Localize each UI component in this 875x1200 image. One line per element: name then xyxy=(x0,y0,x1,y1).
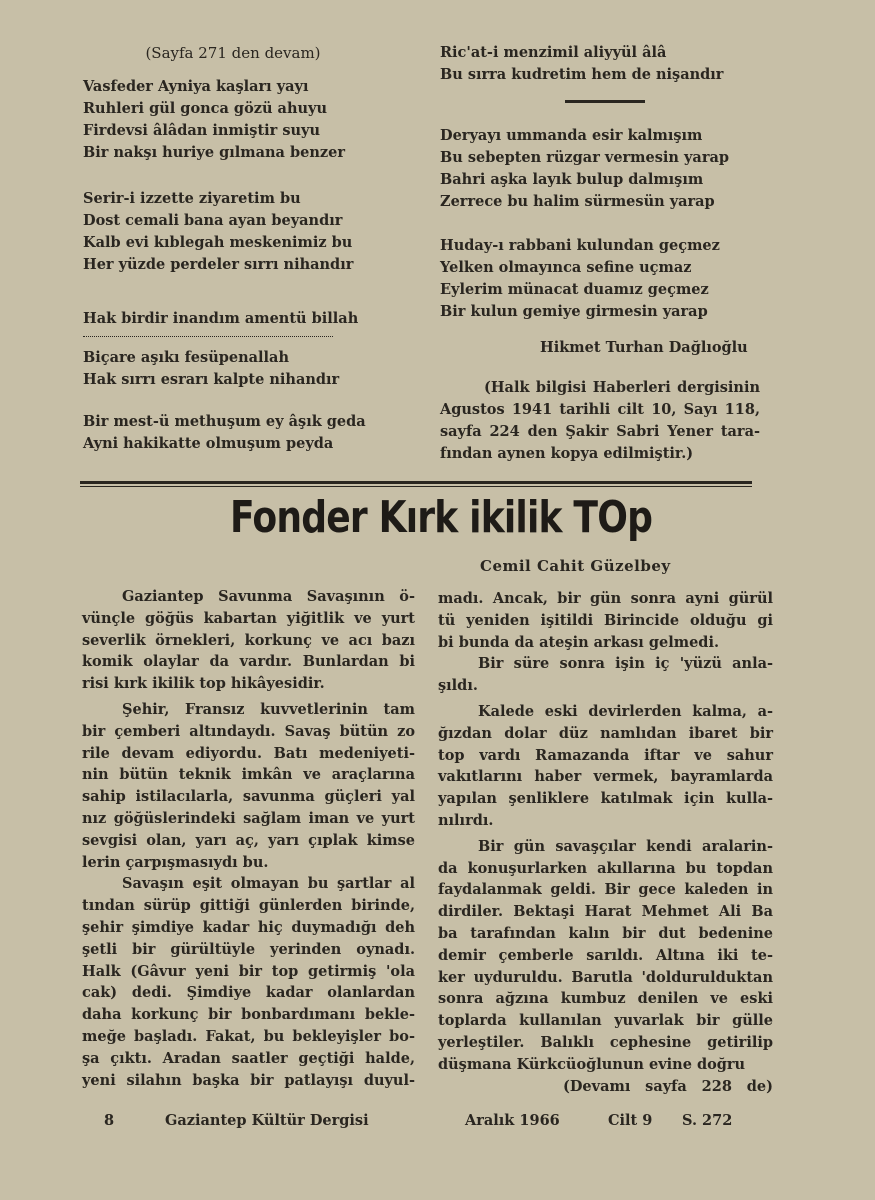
article-line: risi kırk ikilik top hikâyesidir. xyxy=(82,675,325,693)
article-line: vakıtlarını haber vermek, bayramlarda xyxy=(438,768,773,786)
poem-line: Bu sebepten rüzgar vermesin yarap xyxy=(440,149,730,166)
article-continuation-note: (Devamı sayfa 228 de) xyxy=(563,1077,773,1095)
poem-line: Biçare aşıkı fesüpenallah xyxy=(83,349,289,366)
article-line: cak) dedi. Şimdiye kadar olanlardan xyxy=(82,984,415,1002)
poem-signature: Hikmet Turhan Dağlıoğlu xyxy=(540,339,748,356)
section-divider-thin xyxy=(80,486,752,487)
article-line: dirdiler. Bektaşi Harat Mehmet Ali Ba xyxy=(438,903,773,921)
article-line: vünçle göğüs kabartan yiğitlik ve yurt xyxy=(82,609,415,627)
article-line: rile devam ediyordu. Batı medeniyeti- xyxy=(82,744,415,762)
dotted-divider xyxy=(83,336,333,337)
volume-number: Cilt 9 xyxy=(608,1112,653,1129)
article-line: yeni silahın başka bir patlayışı duyul- xyxy=(82,1071,415,1089)
poem-right-column xyxy=(440,42,760,465)
source-note-line: (Halk bilgisi Haberleri dergisinin xyxy=(484,379,760,396)
article-line: bir çemberi altındaydı. Savaş bütün zo xyxy=(82,722,415,740)
poem-line: Vasfeder Ayniya kaşları yayı xyxy=(83,78,309,95)
article-line: yapılan şenliklere katılmak için kulla- xyxy=(438,790,773,808)
article-line: ba tarafından kalın bir dut bedenine xyxy=(438,924,773,942)
article-line: meğe başladı. Fakat, bu bekleyişler bo- xyxy=(82,1027,415,1045)
poem-line: Bir nakşı huriye gılmana benzer xyxy=(83,144,345,161)
poem-left-column xyxy=(83,42,383,455)
article-line: nılırdı. xyxy=(438,811,494,829)
page-number: 8 xyxy=(104,1112,115,1129)
article-line: Şehir, Fransız kuvvetlerinin tam xyxy=(122,700,415,718)
article-line: madı. Ancak, bir gün sonra ayni gürül xyxy=(438,590,773,607)
article-line: toplarda kullanılan yuvarlak bir gülle xyxy=(438,1012,773,1030)
poem-line: Her yüzde perdeler sırrı nihandır xyxy=(83,256,354,273)
article-line: tü yeniden işitildi Birincide olduğu gi xyxy=(438,611,773,629)
article-line: Gaziantep Savunma Savaşının ö- xyxy=(122,588,415,605)
article-line: top vardı Ramazanda iftar ve sahur xyxy=(438,746,773,764)
article-line: Bir gün savaşçılar kendi aralarin- xyxy=(478,837,773,855)
poem-line: Yelken olmayınca sefine uçmaz xyxy=(440,259,692,276)
article-line: faydalanmak geldi. Bir gece kaleden in xyxy=(438,881,773,899)
poem-line: Bir kulun gemiye girmesin yarap xyxy=(440,303,708,320)
article-line: severlik örnekleri, korkunç ve acı bazı xyxy=(82,631,415,649)
article-right-column xyxy=(438,588,773,1097)
article-line: demir çemberle sarıldı. Altına iki te- xyxy=(438,946,773,964)
article-line: sevgisi olan, yarı aç, yarı çıplak kimse xyxy=(82,831,415,849)
poem-line: Ric'at-i menzimil aliyyül âlâ xyxy=(440,44,667,61)
article-line: sonra ağzına kumbuz denilen ve eski xyxy=(438,990,773,1008)
article-line: nin bütün teknik imkân ve araçlarına xyxy=(82,766,415,784)
poem-line: Zerrece bu halim sürmesün yarap xyxy=(440,193,715,210)
article-line: daha korkunç bir bonbardımanı bekle- xyxy=(82,1006,415,1024)
source-note-line: Agustos 1941 tarihli cilt 10, Sayı 118, xyxy=(440,401,760,418)
article-line: Kalede eski devirlerden kalma, a- xyxy=(478,702,773,720)
issue-date: Aralık 1966 xyxy=(465,1112,560,1129)
article-line: şetli bir gürültüyle yerinden oynadı. xyxy=(82,940,415,958)
poem-line: Bir mest-ü methuşum ey âşık geda xyxy=(83,413,366,430)
article-line: ker uyduruldu. Barutla 'doldurulduktan xyxy=(438,968,773,986)
source-note-line: fından aynen kopya edilmiştir.) xyxy=(440,445,694,462)
article-line: lerin çarpışmasıydı bu. xyxy=(82,853,269,871)
poem-line: Serir-i izzette ziyaretim bu xyxy=(83,190,301,207)
article-line: nız göğüslerindeki sağlam iman ve yurt xyxy=(82,809,415,827)
article-line: Halk (Gâvur yeni bir top getirmiş 'ola xyxy=(82,962,415,980)
poem-line: Huday-ı rabbani kulundan geçmez xyxy=(440,237,720,254)
poem-line: Hak sırrı esrarı kalpte nihandır xyxy=(83,371,340,388)
article-line: düşmana Kürkcüoğlunun evine doğru xyxy=(438,1055,746,1073)
article-headline: Fonder Kırk ikilik TOp xyxy=(230,492,653,543)
short-rule xyxy=(565,100,645,103)
source-note xyxy=(440,377,760,465)
poem-line: Eylerim münacat duamız geçmez xyxy=(440,281,709,298)
article-line: yerleştiler. Balıklı cephesine getirilip xyxy=(438,1033,773,1051)
article-line: şehir şimdiye kadar hiç duymadığı deh xyxy=(82,918,415,936)
article-line: Savaşın eşit olmayan bu şartlar al xyxy=(122,875,415,893)
article-line: şıldı. xyxy=(438,677,478,695)
article-line: ğızdan dolar düz namlıdan ibaret bir xyxy=(438,724,773,742)
article-author: Cemil Cahit Güzelbey xyxy=(480,557,671,575)
poem-line: Deryayı ummanda esir kalmışım xyxy=(440,127,703,144)
source-note-line: sayfa 224 den Şakir Sabri Yener tara- xyxy=(440,423,760,440)
poem-line: Ayni hakikatte olmuşum peyda xyxy=(83,435,334,452)
article-line: komik olaylar da vardır. Bunlardan bi xyxy=(82,653,415,671)
article-line: tından sürüp gittiği günlerden birinde, xyxy=(82,897,415,915)
section-divider xyxy=(80,481,752,484)
poem-line: Firdevsi âlâdan inmiştir suyu xyxy=(83,122,321,139)
poem-line: Dost cemali bana ayan beyandır xyxy=(83,212,343,229)
article-left-column xyxy=(82,586,415,1091)
poem-line: Bahri aşka layık bulup dalmışım xyxy=(440,171,704,188)
magazine-name: Gaziantep Kültür Dergisi xyxy=(165,1112,369,1129)
article-line: Bir süre sonra işin iç 'yüzü anla- xyxy=(478,655,773,673)
poem-line: Ruhleri gül gonca gözü ahuyu xyxy=(83,100,328,117)
article-line: şa çıktı. Aradan saatler geçtiği halde, xyxy=(82,1049,415,1067)
poem-line: Bu sırra kudretim hem de nişandır xyxy=(440,66,724,83)
poem-line: Kalb evi kıblegah meskenimiz bu xyxy=(83,234,353,251)
article-line: sahip istilacılarla, savunma güçleri yal xyxy=(82,788,415,806)
poem-line: Hak birdir inandım amentü billah xyxy=(83,310,359,327)
poem-continuation-note: (Sayfa 271 den devam) xyxy=(145,44,321,62)
issue-number: S. 272 xyxy=(682,1112,733,1129)
article-line: da konuşurlarken akıllarına bu topdan xyxy=(438,859,773,877)
article-line: bi bunda da ateşin arkası gelmedi. xyxy=(438,633,719,651)
